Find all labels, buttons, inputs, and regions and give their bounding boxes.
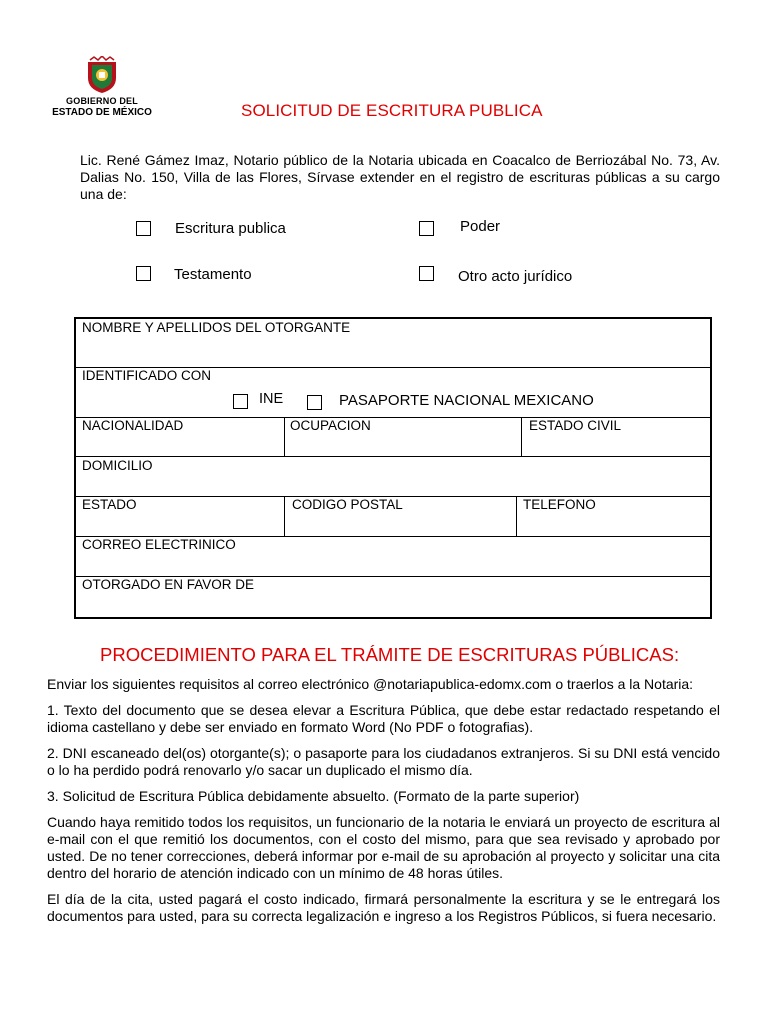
testamento-checkbox[interactable] <box>136 266 151 281</box>
identificado-field-label: IDENTIFICADO CON <box>82 368 212 383</box>
pasaporte-checkbox[interactable] <box>307 395 322 410</box>
requirement-1: 1. Texto del documento que se desea elevar a Escritura Pública, que debe estar redactado respetando el idioma castellano y debe ser enviado en formato Word (No PDF o fotografias). <box>47 702 720 735</box>
requirement-2: 2. DNI escaneado del(os) otorgante(s); o pasaporte para los ciudadanos extranjeros. Si su DNI está vencido o lo ha perdido podrá renovarlo y/o sacar un duplicado el mismo día. <box>47 745 720 778</box>
logo-line-2: ESTADO DE MÉXICO <box>52 107 152 118</box>
ocupacion-field-label: OCUPACION <box>290 418 371 433</box>
intro-paragraph: Lic. René Gámez Imaz, Notario público de la Notaria ubicada en Coacalco de Berriozábal No. 73, Av. Dalias No. 150, Villa de las Flores, Sírvase extender en el registro de escrituras públicas a su cargo una de: <box>80 152 720 202</box>
pasaporte-label: PASAPORTE NACIONAL MEXICANO <box>339 392 594 409</box>
escritura-label: Escritura publica <box>175 220 286 237</box>
ine-checkbox[interactable] <box>233 394 248 409</box>
col-divider <box>284 496 285 536</box>
domicilio-field-label: DOMICILIO <box>82 458 153 473</box>
procedure-intro: Enviar los siguientes requisitos al correo electrónico @notariapublica-edomx.com o traerlos a la Notaria: <box>47 676 694 692</box>
otro-acto-checkbox[interactable] <box>419 266 434 281</box>
col-divider <box>516 496 517 536</box>
document-title: SOLICITUD DE ESCRITURA PUBLICA <box>241 101 543 120</box>
col-divider <box>521 417 522 456</box>
estado-field-label: ESTADO <box>82 497 137 512</box>
otro-acto-label: Otro acto jurídico <box>458 268 573 285</box>
estado-de-mexico-logo <box>48 56 156 124</box>
ine-label: INE <box>259 391 284 407</box>
row-divider <box>76 456 710 457</box>
codigo-postal-field-label: CODIGO POSTAL <box>292 497 403 512</box>
correo-field-label: CORREO ELECTRINICO <box>82 537 236 552</box>
col-divider <box>284 417 285 456</box>
testamento-label: Testamento <box>174 266 252 283</box>
procedure-appointment-paragraph: El día de la cita, usted pagará el costo indicado, firmará personalmente la escritura y se le entregará los documentos para usted, para su correcta legalización e ingreso a los Registros Públicos, si fuera necesario. <box>47 891 720 924</box>
otorgado-field-label: OTORGADO EN FAVOR DE <box>82 577 255 592</box>
procedure-title: PROCEDIMIENTO PARA EL TRÁMITE DE ESCRITURAS PÚBLICAS: <box>100 644 680 665</box>
coat-of-arms-icon <box>82 56 122 94</box>
escritura-checkbox[interactable] <box>136 221 151 236</box>
nacionalidad-field-label: NACIONALIDAD <box>82 418 184 433</box>
estado-civil-field-label: ESTADO CIVIL <box>529 418 622 433</box>
logo-line-1: GOBIERNO DEL <box>66 96 138 106</box>
poder-checkbox[interactable] <box>419 221 434 236</box>
applicant-form <box>74 317 712 619</box>
nombre-field-label: NOMBRE Y APELLIDOS DEL OTORGANTE <box>82 320 351 335</box>
telefono-field-label: TELEFONO <box>523 497 596 512</box>
requirement-3: 3. Solicitud de Escritura Pública debidamente absuelto. (Formato de la parte superior) <box>47 788 580 804</box>
procedure-review-paragraph: Cuando haya remitido todos los requisitos, un funcionario de la notaria le enviará un proyecto de escritura al e-mail con el que remitió los documentos, con el costo del mismo, para que sea revisado y aprobado por usted. De no tener correcciones, deberá informar por e-mail de su aprobación al proyecto y solicitar una cita dentro del horario de atención indicado con un mínimo de 48 horas útiles. <box>47 814 720 881</box>
poder-label: Poder <box>460 218 501 235</box>
